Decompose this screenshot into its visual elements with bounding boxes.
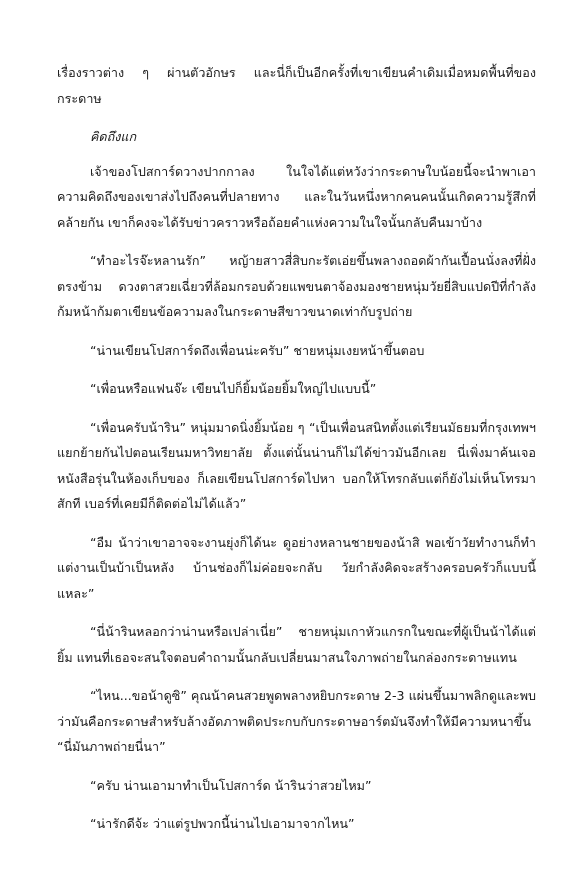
paragraph-5: “น่านเขียนโปสการ์ดถึงเพื่อนน่ะครับ” ชายหนุ่มเงยหน้าขึ้นตอบ	[90, 342, 425, 358]
paragraph-12: “น่ารักดีจ้ะ ว่าแต่รูปพวกนี้น่านไปเอามาจากไหน”	[90, 816, 355, 831]
postcard-message: คิดถึงแก	[90, 129, 137, 144]
paragraph-11: “ครับ น่านเอามาทำเป็นโปสการ์ด น้ารินว่าสวยไหม”	[90, 777, 372, 793]
paragraph-9: “นี่น้ารินหลอกว่าน่านหรือเปล่าเนี่ย” ชายหนุ่มเกาหัวแกรกในขณะที่ผู้เป็นน้าได้แต่ยิ้ม แทนที่เธอจะสนใจตอบคำถามนั้นกลับเปลี่ยนมาสนใจภาพถ่ายในกล่องกระดาษแทน	[57, 624, 536, 665]
paragraph-10: “ไหน...ขอน้าดูซิ” คุณน้าคนสวยพูดพลางหยิบกระดาษ 2-3 แผ่นขึ้นมาพลิกดูและพบว่ามันคือกระดาษสำหรับล้างอัดภาพติดประกบกับกระดาษอาร์ตมันจึงทำให้มีความหนาขึ้น “นี่มันภาพถ่ายนี่นา”	[57, 688, 536, 754]
paragraph-6: “เพื่อนหรือแฟนจ๊ะ เขียนไปก็ยิ้มน้อยยิ้มใหญ่ไปแบบนี้”	[90, 381, 377, 396]
paragraph-7: “เพื่อนครับน้าริน” หนุ่มมาดนิ่งยิ้มน้อย ๆ “เป็นเพื่อนสนิทตั้งแต่เรียนมัธยมที่กรุงเทพฯ แยกย้ายกันไปตอนเรียนมหาวิทยาลัย ตั้งแต่นั้นน่านก็ไม่ได้ข่าวมันอีกเลย นี่เพิ่งมาค้นเจอหนังสือรุ่นในห้องเก็บของ ก็เลยเขียนโปสการ์ดไปหา บอกให้โทรกลับแต่ก็ยังไม่เห็นโทรมาสักที เบอร์ที่เคยมีก็ติดต่อไม่ได้แล้ว”	[57, 419, 536, 511]
paragraph-1: เรื่องราวต่าง ๆ ผ่านตัวอักษร และนี่ก็เป็นอีกครั้งที่เขาเขียนคำเดิมเมื่อหมดพื้นที่ของกระดาษ	[57, 65, 536, 106]
paragraph-4: “ทำอะไรจ๊ะหลานรัก” หญ้ายสาวสี่สิบกะรัตเอ่ยขึ้นพลางถอดผ้ากันเปื้อนนั่งลงที่ฝั่งตรงข้าม ดวงตาสวยเฉี่ยวที่ล้อมกรอบด้วยแพขนตาจ้องมองชายหนุ่มวัยยี่สิบแปดปีที่กำลังก้มหน้าก้มตาเขียนข้อความลงในกระดาษสีขาวขนาดเท่ากับรูปถ่าย	[57, 253, 536, 319]
paragraph-3: เจ้าของโปสการ์ดวางปากกาลง ในใจได้แต่หวังว่ากระดาษใบน้อยนี้จะนำพาเอาความคิดถึงของเขาส่งไปถึงคนที่ปลายทาง และในวันหนึ่งหากคนคนนั้นเกิดความรู้สึกที่คล้ายกัน เขาก็คงจะได้รับข่าวคราวหรือถ้อยคำแห่งความในใจนั้นกลับคืนมาบ้าง	[57, 163, 536, 230]
paragraph-8: “อืม น้าว่าเขาอาจจะงานยุ่งก็ได้นะ ดูอย่างหลานชายของน้าสิ พอเข้าวัยทำงานก็ทำแต่งานเป็นบ้าเป็นหลัง บ้านช่องก็ไม่ค่อยจะกลับ วัยกำลังคิดจะสร้างครอบครัวก็แบบนี้แหละ”	[57, 534, 536, 601]
